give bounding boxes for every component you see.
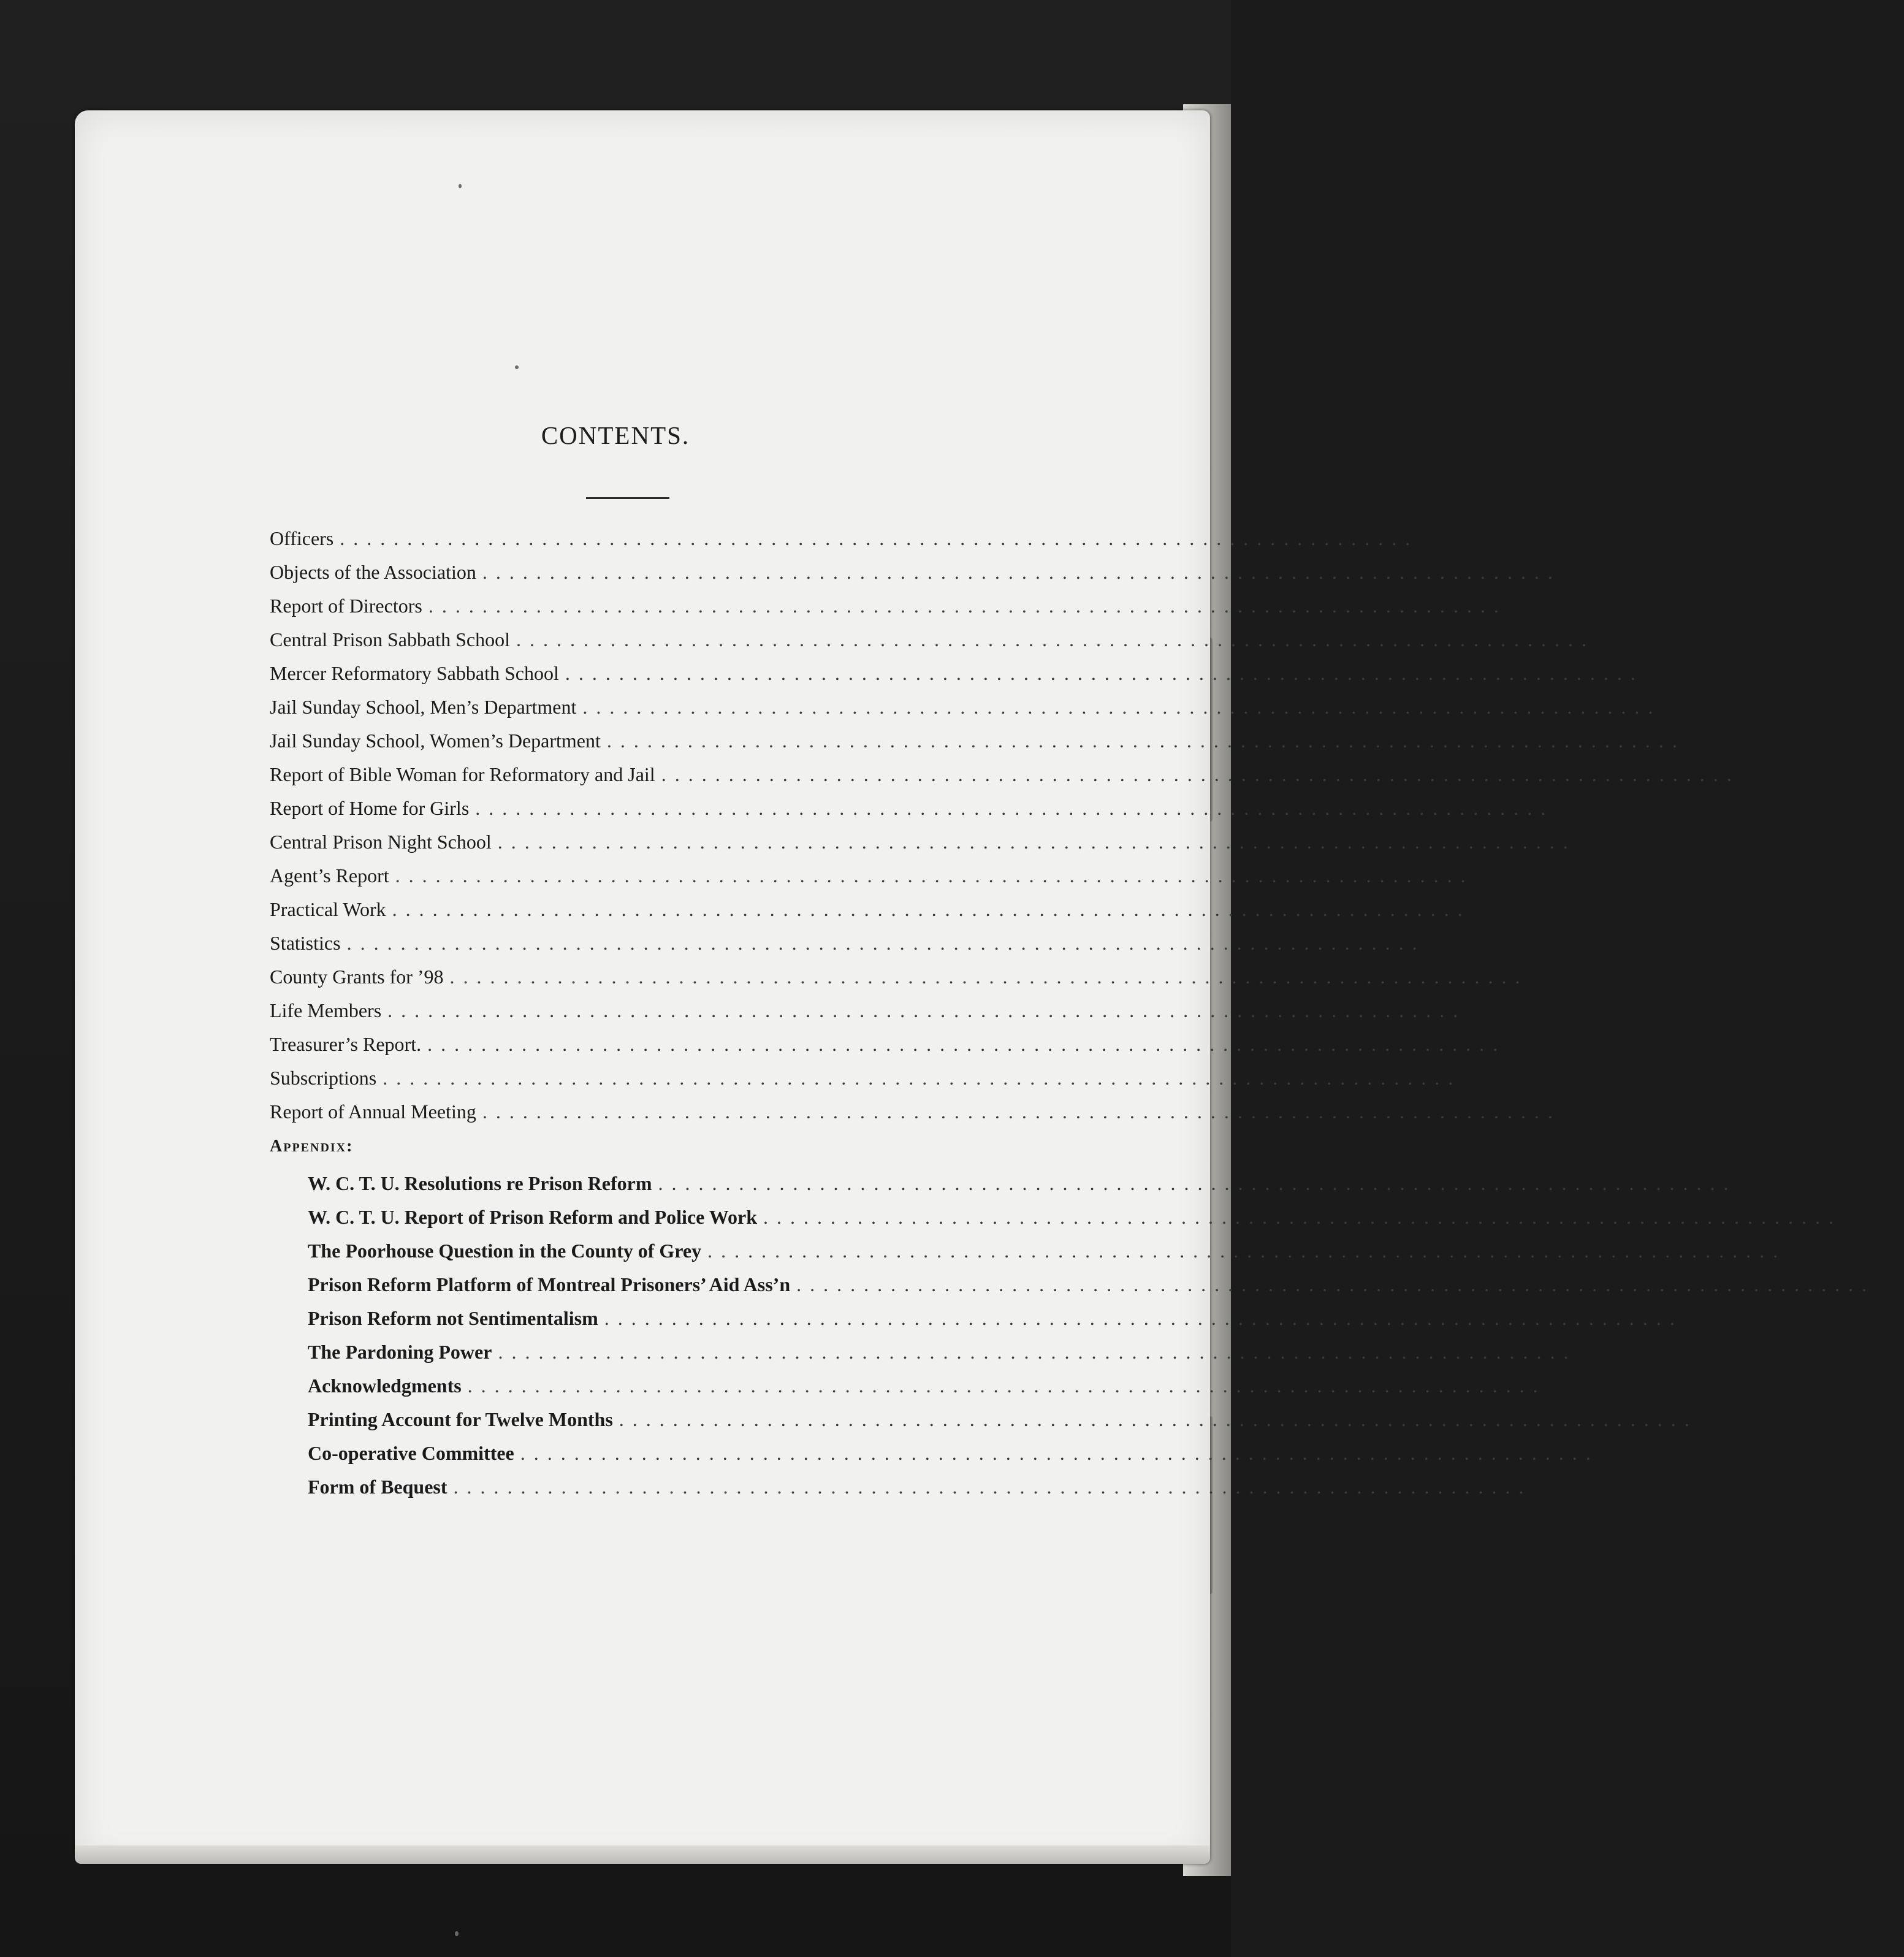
- toc-entry-title: Officers: [270, 527, 334, 549]
- toc-page-number: 19: [1586, 833, 1605, 853]
- toc-entry-title: The Pardoning Power: [308, 1341, 492, 1363]
- dot-leader: . . . . . . . . . . . . . . . . . . . . . . . . . . . . . . . . . . . . . . . . . . . . . . . . . . . . . . . . . . . . . . . . . . . . . . . . . . . . . . . .: [383, 1067, 1455, 1089]
- appendix-entry: [308, 1206, 1871, 1239]
- toc-page-number: 24: [1517, 1035, 1536, 1055]
- dot-leader: . . . . . . . . . . . . . . . . . . . . . . . . . . . . . . . . . . . . . . . . . . . . . . . . . . . . . . . . . . . . . . . . . . . . . . . . . . . . . . . .: [340, 527, 1412, 549]
- dot-leader: . . . . . . . . . . . . . . . . . . . . . . . . . . . . . . . . . . . . . . . . . . . . . . . . . . . . . . . . . . . . . . . . . . . . . . . . . . . . . . . .: [392, 898, 1464, 920]
- toc-page-number: 11: [1655, 664, 1673, 684]
- toc-entry-title: Life Members: [270, 999, 382, 1021]
- toc-page-number: 37: [1853, 1208, 1871, 1228]
- appendix-entry: [308, 1307, 1712, 1340]
- toc-page-number: 47: [1708, 1410, 1727, 1430]
- toc-page-number: 29: [1571, 1102, 1590, 1123]
- dot-leader: . . . . . . . . . . . . . . . . . . . . . . . . . . . . . . . . . . . . . . . . . . . . . . . . . . . . . . . . . . . . . . . . . . . . . . . . . . . . . . . .: [707, 1240, 1780, 1262]
- toc-entry: [270, 763, 1769, 796]
- toc-entry: [270, 797, 1583, 830]
- page-bottom-edge: [75, 1845, 1210, 1864]
- toc-entry-title: Acknowledgments: [308, 1375, 462, 1397]
- toc-page-number: 14: [1696, 731, 1715, 752]
- toc-entry-title: Printing Account for Twelve Months: [308, 1408, 613, 1430]
- toc-entry: [270, 628, 1624, 662]
- toc-page-number: 12: [1672, 698, 1691, 718]
- toc-entry: [270, 864, 1503, 898]
- toc-entry-title: Prison Reform not Sentimentalism: [308, 1307, 598, 1329]
- toc-page-number: 22: [1481, 900, 1500, 920]
- dot-leader: . . . . . . . . . . . . . . . . . . . . . . . . . . . . . . . . . . . . . . . . . . . . . . . . . . . . . . . . . . . . . . . . . . . . . . . . . . . . . . . .: [475, 797, 1548, 819]
- toc-entry-title: Agent’s Report: [270, 864, 389, 887]
- toc-page-number: 22: [1436, 934, 1455, 954]
- dot-leader: . . . . . . . . . . . . . . . . . . . . . . . . . . . . . . . . . . . . . . . . . . . . . . . . . . . . . . . . . . . . . . . . . . . . . . . . . . . . . . . .: [796, 1273, 1869, 1295]
- toc-page-number: 25: [1472, 1069, 1491, 1089]
- toc-page-number: 23: [1539, 967, 1558, 988]
- toc-page-number: 15: [1750, 765, 1769, 785]
- toc-entry-title: Report of Bible Woman for Reformatory and Jail: [270, 763, 655, 785]
- dot-leader: . . . . . . . . . . . . . . . . . . . . . . . . . . . . . . . . . . . . . . . . . . . . . . . . . . . . . . . . . . . . . . . . . . . . . . . . . . . . . . . .: [453, 1476, 1526, 1498]
- toc-page-number: 48: [1542, 1478, 1561, 1498]
- paper-speck: [459, 184, 462, 188]
- toc-entry: [270, 1033, 1536, 1066]
- toc-entry: [270, 932, 1455, 965]
- toc-page-number: 20: [1484, 866, 1503, 887]
- dot-leader: . . . . . . . . . . . . . . . . . . . . . . . . . . . . . . . . . . . . . . . . . . . . . . . . . . . . . . . . . . . . . . . . . . . . . . . . . . . . . . . .: [482, 1101, 1555, 1123]
- toc-entry-title: Form of Bequest: [308, 1476, 447, 1498]
- dot-leader: . . . . . . . . . . . . . . . . . . . . . . . . . . . . . . . . . . . . . . . . . . . . . . . . . . . . . . . . . . . . . . . . . . . . . . . . . . . . . . . .: [346, 932, 1419, 954]
- toc-entry: [270, 831, 1605, 864]
- toc-entry: [270, 730, 1715, 763]
- toc-entry-title: Report of Directors: [270, 595, 422, 617]
- dot-leader: . . . . . . . . . . . . . . . . . . . . . . . . . . . . . . . . . . . . . . . . . . . . . . . . . . . . . . . . . . . . . . . . . . . . . . . . . . . . . . . .: [516, 628, 1588, 650]
- dot-leader: . . . . . . . . . . . . . . . . . . . . . . . . . . . . . . . . . . . . . . . . . . . . . . . . . . . . . . . . . . . . . . . . . . . . . . . . . . . . . . . .: [428, 595, 1501, 617]
- page-title: CONTENTS.: [541, 421, 690, 449]
- toc-entry: [270, 898, 1500, 931]
- toc-page-number: 45: [1587, 1343, 1606, 1363]
- toc-entry: [270, 966, 1558, 999]
- toc-entry: [270, 662, 1673, 695]
- toc-page-number: 23: [1477, 1001, 1496, 1021]
- toc-entry: [270, 696, 1691, 729]
- dot-leader: . . . . . . . . . . . . . . . . . . . . . . . . . . . . . . . . . . . . . . . . . . . . . . . . . . . . . . . . . . . . . . . . . . . . . . . . . . . . . . . .: [565, 662, 1637, 684]
- appendix-entry: [308, 1442, 1628, 1475]
- toc-entry-title: Prison Reform Platform of Montreal Prisoners’ Aid Ass’n: [308, 1273, 791, 1295]
- appendix-entry: [308, 1408, 1727, 1441]
- toc-page-number: 36: [1747, 1174, 1766, 1194]
- toc-entry: [270, 595, 1536, 628]
- appendix-heading: Appendix:: [270, 1137, 354, 1156]
- toc-page-number: 3: [1438, 529, 1448, 549]
- dot-leader: . . . . . . . . . . . . . . . . . . . . . . . . . . . . . . . . . . . . . . . . . . . . . . . . . . . . . . . . . . . . . . . . . . . . . . . . . . . . . . . .: [497, 831, 1570, 853]
- dot-leader: . . . . . . . . . . . . . . . . . . . . . . . . . . . . . . . . . . . . . . . . . . . . . . . . . . . . . . . . . . . . . . . . . . . . . . . . . . . . . . . .: [498, 1341, 1571, 1363]
- toc-entry-title: W. C. T. U. Report of Prison Reform and Police Work: [308, 1206, 757, 1228]
- toc-entry-title: Objects of the Association: [270, 561, 476, 583]
- toc-entry: [270, 527, 1448, 560]
- dot-leader: . . . . . . . . . . . . . . . . . . . . . . . . . . . . . . . . . . . . . . . . . . . . . . . . . . . . . . . . . . . . . . . . . . . . . . . . . . . . . . . .: [387, 999, 1460, 1021]
- toc-entry-title: W. C. T. U. Resolutions re Prison Reform: [308, 1172, 652, 1194]
- paper-speck: [455, 1931, 459, 1936]
- toc-page-number: 5: [1580, 563, 1590, 583]
- toc-page-number: 17: [1564, 799, 1583, 819]
- toc-page-number: 10: [1605, 630, 1624, 650]
- toc-entry-title: Subscriptions: [270, 1067, 377, 1089]
- toc-entry-title: Central Prison Night School: [270, 831, 492, 853]
- toc-page-number: 6: [1526, 597, 1536, 617]
- dot-leader: . . . . . . . . . . . . . . . . . . . . . . . . . . . . . . . . . . . . . . . . . . . . . . . . . . . . . . . . . . . . . . . . . . . . . . . . . . . . . . . .: [427, 1033, 1500, 1055]
- toc-entry-title: Jail Sunday School, Men’s Department: [270, 696, 577, 718]
- toc-entry: [270, 561, 1590, 594]
- toc-entry: [270, 1067, 1491, 1100]
- dot-leader: . . . . . . . . . . . . . . . . . . . . . . . . . . . . . . . . . . . . . . . . . . . . . . . . . . . . . . . . . . . . . . . . . . . . . . . . . . . . . . . .: [520, 1442, 1593, 1464]
- toc-page-number: 47: [1609, 1444, 1628, 1464]
- toc-page-number: 43: [1886, 1275, 1904, 1295]
- appendix-entry: [308, 1476, 1561, 1509]
- dot-leader: . . . . . . . . . . . . . . . . . . . . . . . . . . . . . . . . . . . . . . . . . . . . . . . . . . . . . . . . . . . . . . . . . . . . . . . . . . . . . . . .: [582, 696, 1655, 718]
- dot-leader: . . . . . . . . . . . . . . . . . . . . . . . . . . . . . . . . . . . . . . . . . . . . . . . . . . . . . . . . . . . . . . . . . . . . . . . . . . . . . . . .: [606, 730, 1679, 752]
- title-rule: [586, 497, 669, 499]
- toc-entry-title: Practical Work: [270, 898, 386, 920]
- toc-entry-title: Co-operative Committee: [308, 1442, 514, 1464]
- toc-entry-title: Report of Annual Meeting: [270, 1101, 476, 1123]
- toc-entry-title: Central Prison Sabbath School: [270, 628, 510, 650]
- appendix-entry: [308, 1172, 1766, 1205]
- dot-leader: . . . . . . . . . . . . . . . . . . . . . . . . . . . . . . . . . . . . . . . . . . . . . . . . . . . . . . . . . . . . . . . . . . . . . . . . . . . . . . . .: [604, 1307, 1677, 1329]
- appendix-entry: [308, 1375, 1575, 1408]
- toc-entry-title: Report of Home for Girls: [270, 797, 470, 819]
- dot-leader: . . . . . . . . . . . . . . . . . . . . . . . . . . . . . . . . . . . . . . . . . . . . . . . . . . . . . . . . . . . . . . . . . . . . . . . . . . . . . . . .: [661, 763, 1734, 785]
- appendix-entry: [308, 1273, 1904, 1307]
- dot-leader: . . . . . . . . . . . . . . . . . . . . . . . . . . . . . . . . . . . . . . . . . . . . . . . . . . . . . . . . . . . . . . . . . . . . . . . . . . . . . . . .: [482, 561, 1555, 583]
- toc-entry-title: Treasurer’s Report.: [270, 1033, 422, 1055]
- toc-page-number: 46: [1556, 1376, 1575, 1397]
- dot-leader: . . . . . . . . . . . . . . . . . . . . . . . . . . . . . . . . . . . . . . . . . . . . . . . . . . . . . . . . . . . . . . . . . . . . . . . . . . . . . . . .: [467, 1375, 1540, 1397]
- dot-leader: . . . . . . . . . . . . . . . . . . . . . . . . . . . . . . . . . . . . . . . . . . . . . . . . . . . . . . . . . . . . . . . . . . . . . . . . . . . . . . . .: [619, 1408, 1691, 1430]
- toc-entry-title: Jail Sunday School, Women’s Department: [270, 730, 601, 752]
- dot-leader: . . . . . . . . . . . . . . . . . . . . . . . . . . . . . . . . . . . . . . . . . . . . . . . . . . . . . . . . . . . . . . . . . . . . . . . . . . . . . . . .: [395, 864, 1468, 887]
- toc-page-number: 45: [1693, 1309, 1712, 1329]
- toc-entry: [270, 999, 1496, 1032]
- appendix-entry: [308, 1240, 1816, 1273]
- dot-leader: . . . . . . . . . . . . . . . . . . . . . . . . . . . . . . . . . . . . . . . . . . . . . . . . . . . . . . . . . . . . . . . . . . . . . . . . . . . . . . . .: [763, 1206, 1835, 1228]
- appendix-entry: [308, 1341, 1606, 1374]
- toc-entry-title: County Grants for ’98: [270, 966, 444, 988]
- toc-entry-title: Mercer Reformatory Sabbath School: [270, 662, 559, 684]
- toc-entry: [270, 1101, 1590, 1134]
- toc-entry-title: Statistics: [270, 932, 341, 954]
- dot-leader: . . . . . . . . . . . . . . . . . . . . . . . . . . . . . . . . . . . . . . . . . . . . . . . . . . . . . . . . . . . . . . . . . . . . . . . . . . . . . . . .: [449, 966, 1522, 988]
- paper-speck: [515, 365, 519, 369]
- toc-page-number: 40: [1797, 1242, 1816, 1262]
- dot-leader: . . . . . . . . . . . . . . . . . . . . . . . . . . . . . . . . . . . . . . . . . . . . . . . . . . . . . . . . . . . . . . . . . . . . . . . . . . . . . . . .: [658, 1172, 1731, 1194]
- toc-entry-title: The Poorhouse Question in the County of Grey: [308, 1240, 702, 1262]
